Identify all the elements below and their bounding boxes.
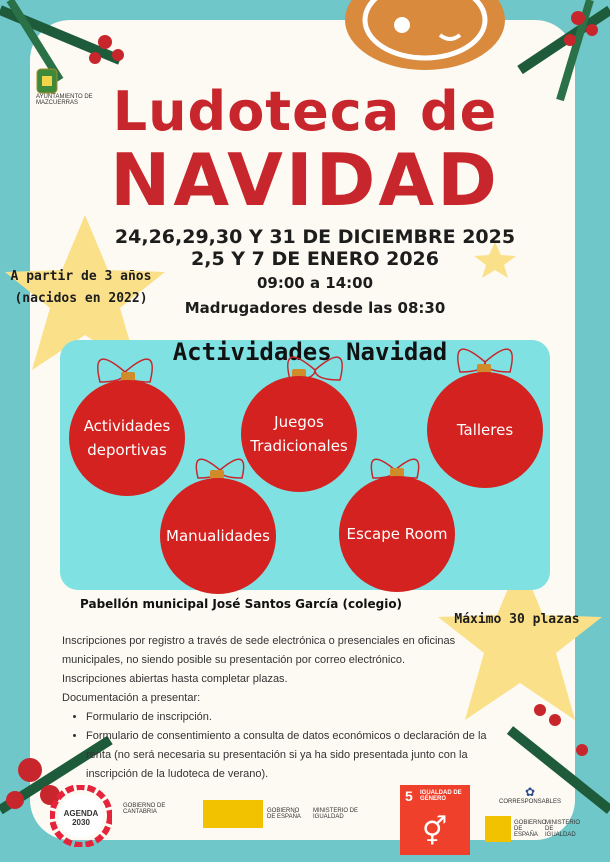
- gobierno-label: GOBIERNO DE ESPAÑA: [267, 808, 301, 820]
- ods-label: IGUALDAD DE GÉNERO: [420, 790, 462, 802]
- age-line1: A partir de 3 años: [10, 269, 152, 284]
- dates-december: 24,26,29,30 Y 31 DE DICIEMBRE 2025: [114, 226, 516, 248]
- agenda-label: AGENDA 2030: [63, 809, 99, 827]
- title-line2: NAVIDAD: [110, 138, 500, 222]
- hours-text: 09:00 a 14:00: [256, 274, 374, 292]
- ornament-escape: [339, 476, 455, 592]
- ornament-label: Manualidades: [166, 527, 270, 545]
- gobierno-espana-logo-1: [203, 799, 393, 829]
- info-bullet: • Formulario de inscripción.: [86, 708, 502, 727]
- gobierno-espana-logo-2: [485, 815, 581, 843]
- ornament-label: Talleres: [456, 421, 514, 439]
- gender-equality-icon: ⚥: [422, 816, 448, 847]
- venue-text: Pabellón municipal José Santos García (colegio): [80, 597, 403, 611]
- ornament-juegos: [241, 376, 357, 492]
- title-line1: Ludoteca de: [112, 80, 498, 143]
- agenda2030-logo: [50, 785, 112, 847]
- info-open: Inscripciones abiertas hasta completar plazas.: [62, 673, 288, 685]
- ods5-logo: [400, 785, 470, 855]
- cantabria-logo: [123, 803, 193, 815]
- age-line2: (nacidos en 2022): [14, 291, 148, 306]
- age-star-text: [6, 266, 156, 310]
- gingerbread-cookie-icon: [330, 0, 520, 70]
- cantabria-label: GOBIERNO DE CANTABRIA: [123, 803, 166, 815]
- ministerio-label: MINISTERIO DE IGUALDAD: [545, 820, 581, 838]
- ornament-label: Actividades deportivas: [83, 417, 171, 459]
- corresponsables-logo: ✿ CORRESPONSABLES: [498, 785, 562, 805]
- town-label: AYUNTAMIENTO DE MAZCUERRAS: [36, 94, 93, 106]
- corresponsables-label: CORRESPONSABLES: [498, 799, 562, 805]
- sponsor-logos: [0, 785, 610, 862]
- info-bullet: • Formulario de consentimiento a consulta de datos económicos o declaración de la renta (no será necesaria su presentación si ya ha sido presentada junto con la inscripción de la ludoteca de verano).: [86, 727, 502, 784]
- capacity-text: Máximo 30 plazas: [454, 612, 580, 627]
- ministerio-label: MINISTERIO DE IGUALDAD: [313, 808, 359, 820]
- info-block: [62, 632, 502, 784]
- activities-title: Actividades Navidad: [172, 338, 448, 366]
- ornament-talleres: [427, 372, 543, 488]
- ornament-actividades: [69, 380, 185, 496]
- ornament-label: Juegos Tradicionales: [250, 413, 348, 455]
- ornament-manualidades: [160, 478, 276, 594]
- ornament-label: Escape Room: [346, 525, 448, 543]
- ods-number: 5: [405, 788, 413, 804]
- info-docs-heading: Documentación a presentar:: [62, 692, 201, 704]
- early-text: Madrugadores desde las 08:30: [184, 299, 446, 317]
- info-registration: Inscripciones por registro a través de sede electrónica o presenciales en oficinas municipales, no siendo posible su presentación por correo electrónico.: [62, 635, 456, 666]
- dates-january: 2,5 Y 7 DE ENERO 2026: [191, 248, 439, 270]
- gobierno-label: GOBIERNO DE ESPAÑA: [514, 820, 547, 838]
